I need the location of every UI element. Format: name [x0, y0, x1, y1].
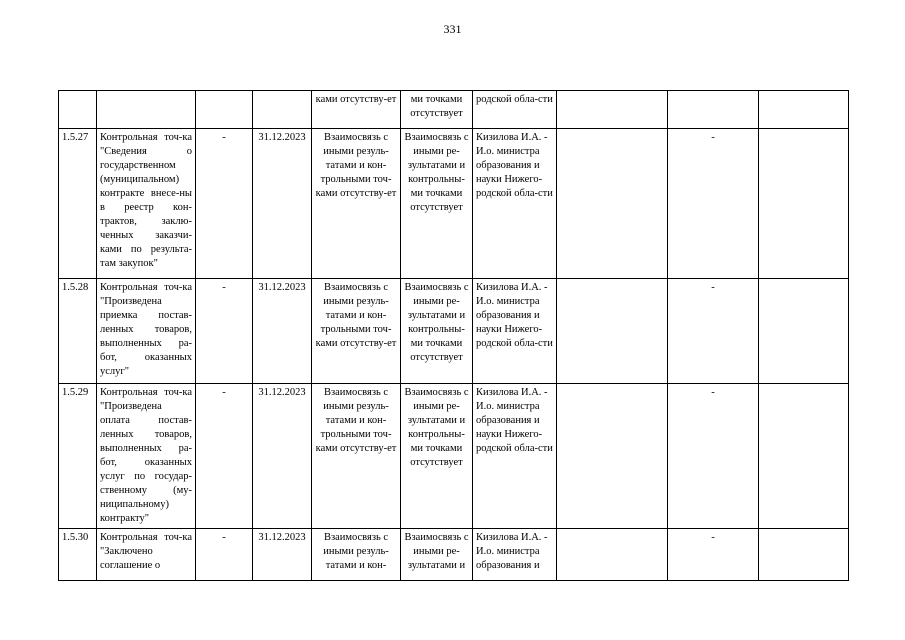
cell-dash: - [668, 384, 759, 529]
cell-dash [668, 91, 759, 129]
control-point-name: Контрольная точ-ка "Произведена оплата постав-ленных товаров, выполненных ра-бот, оказанных услуг по государ-ственному (му-ниципальному) контракту" [97, 384, 196, 529]
cell-dash: - [668, 279, 759, 384]
cell-dash: - [196, 129, 253, 279]
table-row [59, 384, 849, 529]
page-number: 331 [443, 22, 462, 36]
date-cell: 31.12.2023 [253, 529, 312, 581]
row-number: 1.5.29 [59, 384, 97, 529]
table-row [59, 529, 849, 581]
row-number: 1.5.27 [59, 129, 97, 279]
row-number [59, 91, 97, 129]
date-cell: 31.12.2023 [253, 129, 312, 279]
date-cell: 31.12.2023 [253, 279, 312, 384]
responsible-cell: Кизилова И.А. - И.о. министра образования и науки Нижего-родской обла-сти [473, 384, 557, 529]
cell-dash: - [668, 529, 759, 581]
empty-cell [759, 384, 849, 529]
control-point-name: Контрольная точ-ка "Сведения о государственном (муниципальном) контракте внесе-ны в реестр кон-трактов, заклю-ченных заказчи-ками по результа-там закупок" [97, 129, 196, 279]
responsible-cell: родской обла-сти [473, 91, 557, 129]
empty-cell [557, 129, 668, 279]
table-row [59, 279, 849, 384]
row-number: 1.5.28 [59, 279, 97, 384]
empty-cell [557, 384, 668, 529]
relation-points-cell: Взаимосвязь с иными ре-зультатами и контрольны-ми точками отсутствует [401, 129, 473, 279]
date-cell: 31.12.2023 [253, 384, 312, 529]
relation-results-cell: Взаимосвязь с иными резуль-татами и кон- [312, 529, 401, 581]
empty-cell [557, 279, 668, 384]
control-point-name: Контрольная точ-ка "Произведена приемка постав-ленных товаров, выполненных ра-бот, оказанных услуг" [97, 279, 196, 384]
table-row [59, 129, 849, 279]
relation-points-cell: Взаимосвязь с иными ре-зультатами и контрольны-ми точками отсутствует [401, 384, 473, 529]
cell-dash [196, 91, 253, 129]
empty-cell [759, 91, 849, 129]
relation-results-cell: Взаимосвязь с иными резуль-татами и кон-трольными точ-ками отсутству-ет [312, 384, 401, 529]
cell-dash: - [196, 279, 253, 384]
cell-dash: - [196, 384, 253, 529]
relation-results-cell: Взаимосвязь с иными резуль-татами и кон-трольными точ-ками отсутству-ет [312, 279, 401, 384]
table-row [59, 91, 849, 129]
relation-points-cell: Взаимосвязь с иными ре-зультатами и [401, 529, 473, 581]
cell-dash: - [196, 529, 253, 581]
responsible-cell: Кизилова И.А. - И.о. министра образования и науки Нижего-родской обла-сти [473, 129, 557, 279]
control-point-name [97, 91, 196, 129]
relation-results-cell: Взаимосвязь с иными резуль-татами и кон-трольными точ-ками отсутству-ет [312, 129, 401, 279]
empty-cell [759, 129, 849, 279]
row-number: 1.5.30 [59, 529, 97, 581]
empty-cell [557, 529, 668, 581]
cell-dash: - [668, 129, 759, 279]
control-point-name: Контрольная точ-ка "Заключено соглашение о [97, 529, 196, 581]
control-points-table [58, 90, 849, 581]
relation-points-cell: ми точками отсутствует [401, 91, 473, 129]
date-cell [253, 91, 312, 129]
empty-cell [759, 529, 849, 581]
empty-cell [557, 91, 668, 129]
empty-cell [759, 279, 849, 384]
relation-results-cell: ками отсутству-ет [312, 91, 401, 129]
responsible-cell: Кизилова И.А. - И.о. министра образования и науки Нижего-родской обла-сти [473, 279, 557, 384]
relation-points-cell: Взаимосвязь с иными ре-зультатами и контрольны-ми точками отсутствует [401, 279, 473, 384]
responsible-cell: Кизилова И.А. - И.о. министра образования и [473, 529, 557, 581]
